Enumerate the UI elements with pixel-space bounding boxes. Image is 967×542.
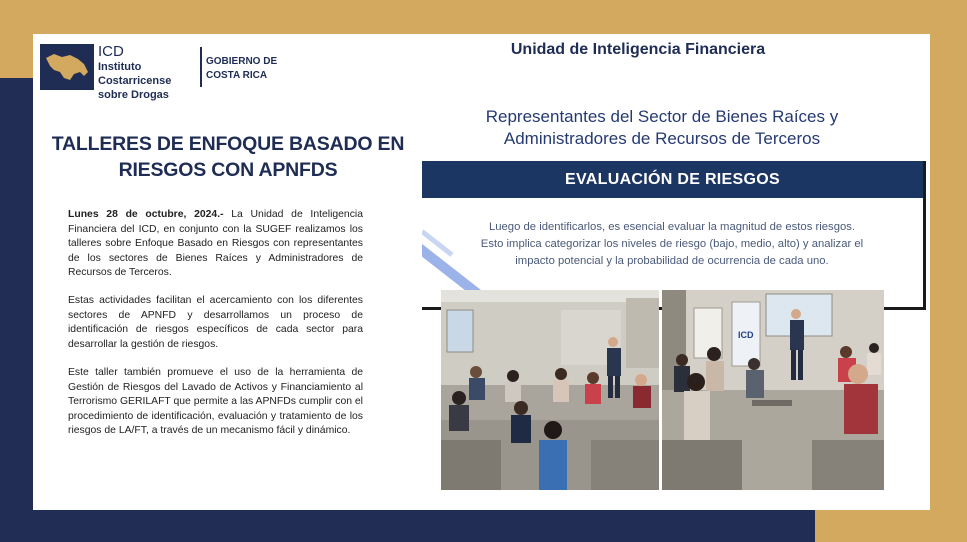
workshop-photo-1 bbox=[441, 290, 659, 490]
workshop-photo-2 bbox=[662, 290, 884, 490]
paragraph-1-date: Lunes 28 de octubre, 2024.- bbox=[68, 209, 224, 220]
government-label: GOBIERNO DE COSTA RICA bbox=[206, 56, 278, 81]
paragraph-1 bbox=[68, 208, 363, 281]
evaluation-text: Luego de identificarlos, es esencial evaluar la magnitud de estos riesgos. Esto implica categorizar los niveles de riesgo (bajo, medio, alto) y analizar el impacto potencial y la probabilidad de ocurrencia de cada uno. bbox=[480, 221, 864, 267]
unit-title: Unidad de Inteligencia Financiera bbox=[510, 41, 766, 58]
evaluation-title: EVALUACIÓN DE RIESGOS bbox=[565, 171, 780, 188]
section-subtitle: Representantes del Sector de Bienes Raíces y Administradores de Recursos de Terceros bbox=[485, 107, 839, 148]
main-title: TALLERES DE ENFOQUE BASADO EN RIESGOS CON APNFDS bbox=[51, 133, 405, 181]
background-navy-left bbox=[0, 78, 35, 542]
evaluation-panel bbox=[422, 161, 926, 310]
costa-rica-map-icon bbox=[40, 44, 94, 90]
icd-logo bbox=[40, 43, 172, 101]
paragraph-2: Estas actividades facilitan el acercamiento con los diferentes sectores de APNFD y desarrollamos un proceso de identificación de riesgos específicos de cada sector para desarrollar la gestión de riesgos. bbox=[68, 295, 363, 350]
government-divider bbox=[200, 47, 202, 87]
logo-subtitle: Instituto Costarricense sobre Drogas bbox=[98, 61, 172, 101]
slide bbox=[33, 34, 930, 510]
paragraph-3: Este taller también promueve el uso de la herramienta de Gestión de Riesgos del Lavado de Activos y Financiamiento al Terrorismo GERILAFT que permite a las APNFDs cumplir con el procedimiento de identificación, evaluación y tratamiento de los riesgos de LA/FT, a través de un mecanismo fácil y dinámico. bbox=[68, 367, 363, 437]
paragraph-1-text: La Unidad de Inteligencia Financiera del ICD, en conjunto con la SUGEF realizamos los talleres sobre Enfoque Basado en Riesgos con representantes de los sectores de Bienes Raíces y Administradores de Recursos de Terceros. bbox=[68, 209, 363, 279]
background-navy-bottom bbox=[0, 510, 815, 542]
photo-banner-label: ICD bbox=[738, 330, 754, 340]
logo-title: ICD bbox=[98, 43, 124, 60]
